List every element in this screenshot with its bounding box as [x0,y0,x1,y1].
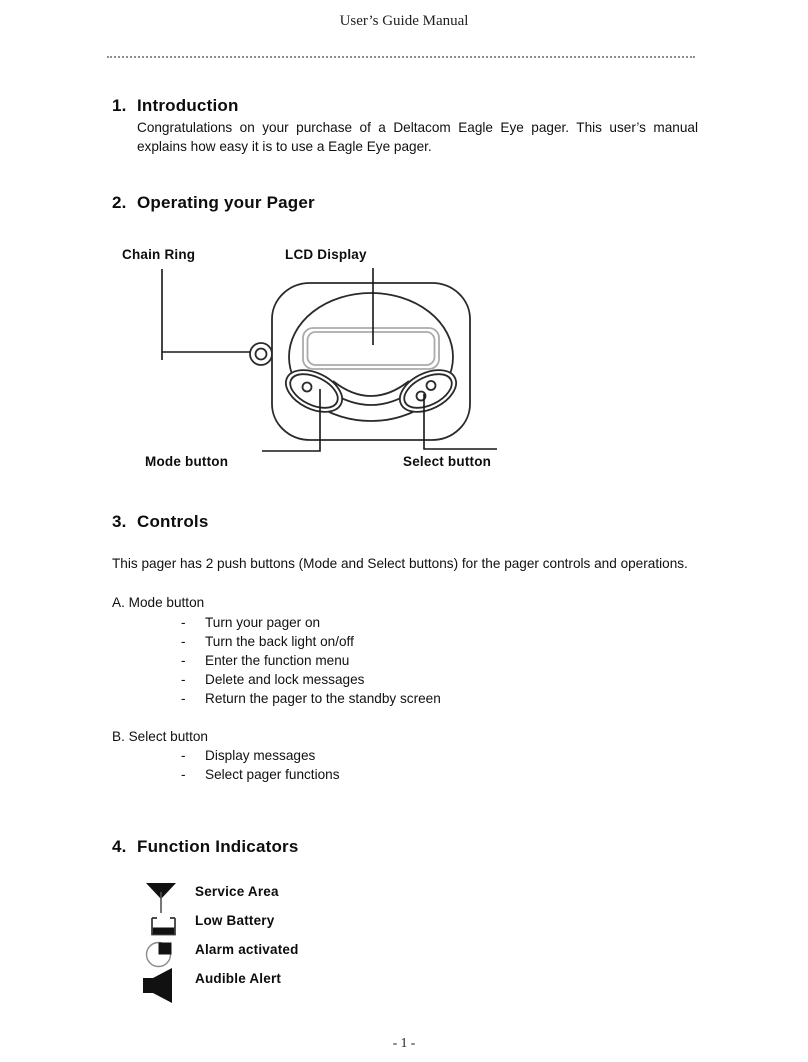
battery-low-icon [149,914,179,938]
controls-intro: This pager has 2 push buttons (Mode and Select buttons) for the pager controls and operations. [112,556,688,571]
mode-button-shape [279,362,349,421]
section-3-number: 3. [112,512,127,531]
bullet-dash: - [181,691,186,706]
list-item-text: Return the pager to the standby screen [205,691,441,706]
section-1-heading [112,96,239,116]
lcd-screen [303,328,439,369]
bullet-dash: - [181,767,186,782]
list-item-text: Display messages [205,748,316,763]
section-3-title: Controls [137,512,209,531]
section-1-number: 1. [112,96,127,115]
intro-paragraph-line-1: Congratulations on your purchase of a Deltacom Eagle Eye pager. This user’s manual [137,120,698,135]
mode-pointer [262,389,320,451]
section-4-heading [112,837,299,857]
select-button-shape [393,362,463,421]
section-4-title: Function Indicators [137,837,299,856]
bullet-dash: - [181,672,186,687]
chain-ring-shape [250,343,272,365]
list-item [181,672,364,687]
page-number: - 1 - [392,1035,416,1050]
antenna-icon [143,880,179,916]
low-battery-label: Low Battery [195,913,275,928]
speaker-icon [142,964,178,1004]
section-3-heading [112,512,208,532]
intro-paragraph-line-2: explains how easy it is to use a Eagle Eye pager. [137,139,432,154]
section-2-heading [112,193,315,213]
list-item-text: Turn the back light on/off [205,634,354,649]
page-header: User’s Guide Manual [339,13,469,29]
list-item-text: Select pager functions [205,767,340,782]
mode-button-label: Mode button [145,454,229,469]
list-item [181,615,320,630]
list-item [181,748,315,763]
list-item [181,653,349,668]
bullet-dash: - [181,615,186,630]
chain-ring-label: Chain Ring [122,247,196,262]
section-1-title: Introduction [137,96,239,115]
alarm-activated-label: Alarm activated [195,942,299,957]
list-item [181,691,441,706]
mode-button-group-label: A. Mode button [112,595,205,610]
bullet-dash: - [181,653,186,668]
bullet-dash: - [181,634,186,649]
list-item-text: Turn your pager on [205,615,321,630]
list-item [181,767,340,782]
section-2-number: 2. [112,193,127,212]
pager-body [272,283,470,440]
button-band [329,381,413,405]
audible-alert-label: Audible Alert [195,971,282,986]
pager-inner-oval [289,293,453,421]
list-item-text: Delete and lock messages [205,672,365,687]
section-2-title: Operating your Pager [137,193,315,212]
service-area-label: Service Area [195,884,279,899]
select-pointer [424,394,497,449]
lcd-display-label: LCD Display [285,247,367,262]
section-4-number: 4. [112,837,127,856]
select-button-group-label: B. Select button [112,729,208,744]
list-item-text: Enter the function menu [205,653,350,668]
header-rule [107,56,695,58]
bullet-dash: - [181,748,186,763]
list-item [181,634,354,649]
select-button-label: Select button [403,454,492,469]
chain-ring-pointer [162,269,250,360]
